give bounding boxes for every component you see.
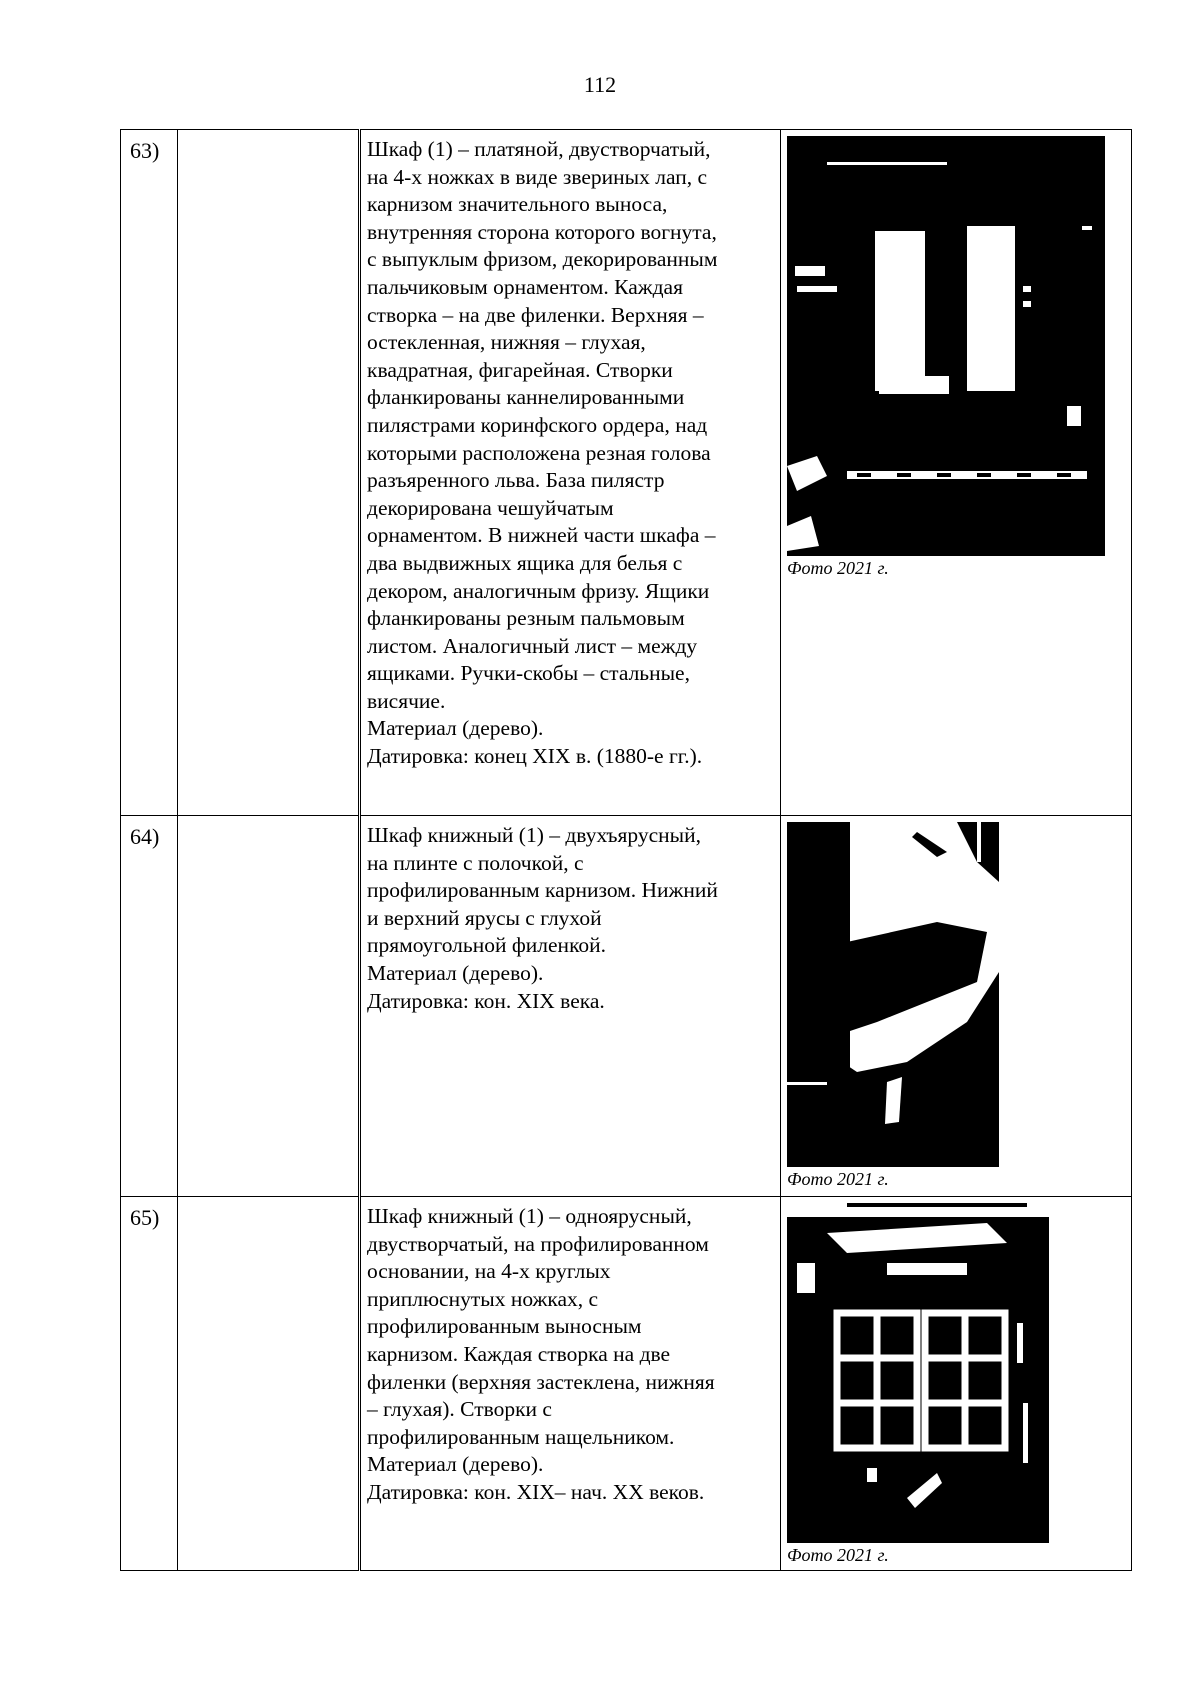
empty-cell: [178, 1197, 360, 1571]
photo-caption: Фото 2021 г.: [787, 558, 889, 578]
entry-description: Шкаф (1) – платяной, двустворчатый, на 4-х ножках в виде звериных лап, с карнизом значительного выноса, внутренняя сторона которого вогнута, с выпуклым фризом, декорированным пальчиковым орнаментом. Каждая створка – на две филенки. Верхняя – остекленная, нижняя – глухая, квадратная, фигарейная. Створки фланкированы каннелированными пилястрами коринфского ордера, над которыми расположена резная голова разъяренного льва. База пилястр декорирована чешуйчатым орнаментом. В нижней части шкафа – два выдвижных ящика для белья с декором, аналогичным фризу. Ящики фланкированы резным пальмовым листом. Аналогичный лист – между ящиками. Ручки-скобы – стальные, висячие. Материал (дерево). Датировка: конец XIX в. (1880-е гг.).: [367, 137, 718, 769]
table-row: [121, 816, 1132, 1197]
table-row: [121, 130, 1132, 816]
bookcase-photo: [787, 822, 999, 1167]
table-row: [121, 1197, 1132, 1571]
page-number: 112: [583, 72, 617, 97]
empty-cell: [178, 130, 360, 816]
entry-number: 64): [130, 824, 160, 849]
entry-number: 63): [130, 138, 160, 163]
catalog-table: [120, 129, 1132, 1571]
entry-description: Шкаф книжный (1) – двухъярусный, на плинте с полочкой, с профилированным карнизом. Нижний и верхний ярусы с глухой прямоугольной филенкой. Материал (дерево). Датировка: кон. XIX века.: [367, 823, 718, 1013]
entry-number: 65): [130, 1205, 160, 1230]
wardrobe-photo: [787, 136, 1105, 556]
photo-caption: Фото 2021 г.: [787, 1169, 889, 1189]
empty-cell: [178, 816, 360, 1197]
photo-caption: Фото 2021 г.: [787, 1545, 889, 1565]
glazed-bookcase-photo: [787, 1203, 1049, 1543]
entry-description: Шкаф книжный (1) – одноярусный, двустворчатый, на профилированном основании, на 4-х круглых приплюснутых ножках, с профилированным выносным карнизом. Каждая створка на две филенки (верхняя застеклена, нижняя – глухая). Створки с профилированным нащельником. Материал (дерево). Датировка: кон. XIX– нач. XX веков.: [367, 1204, 715, 1504]
